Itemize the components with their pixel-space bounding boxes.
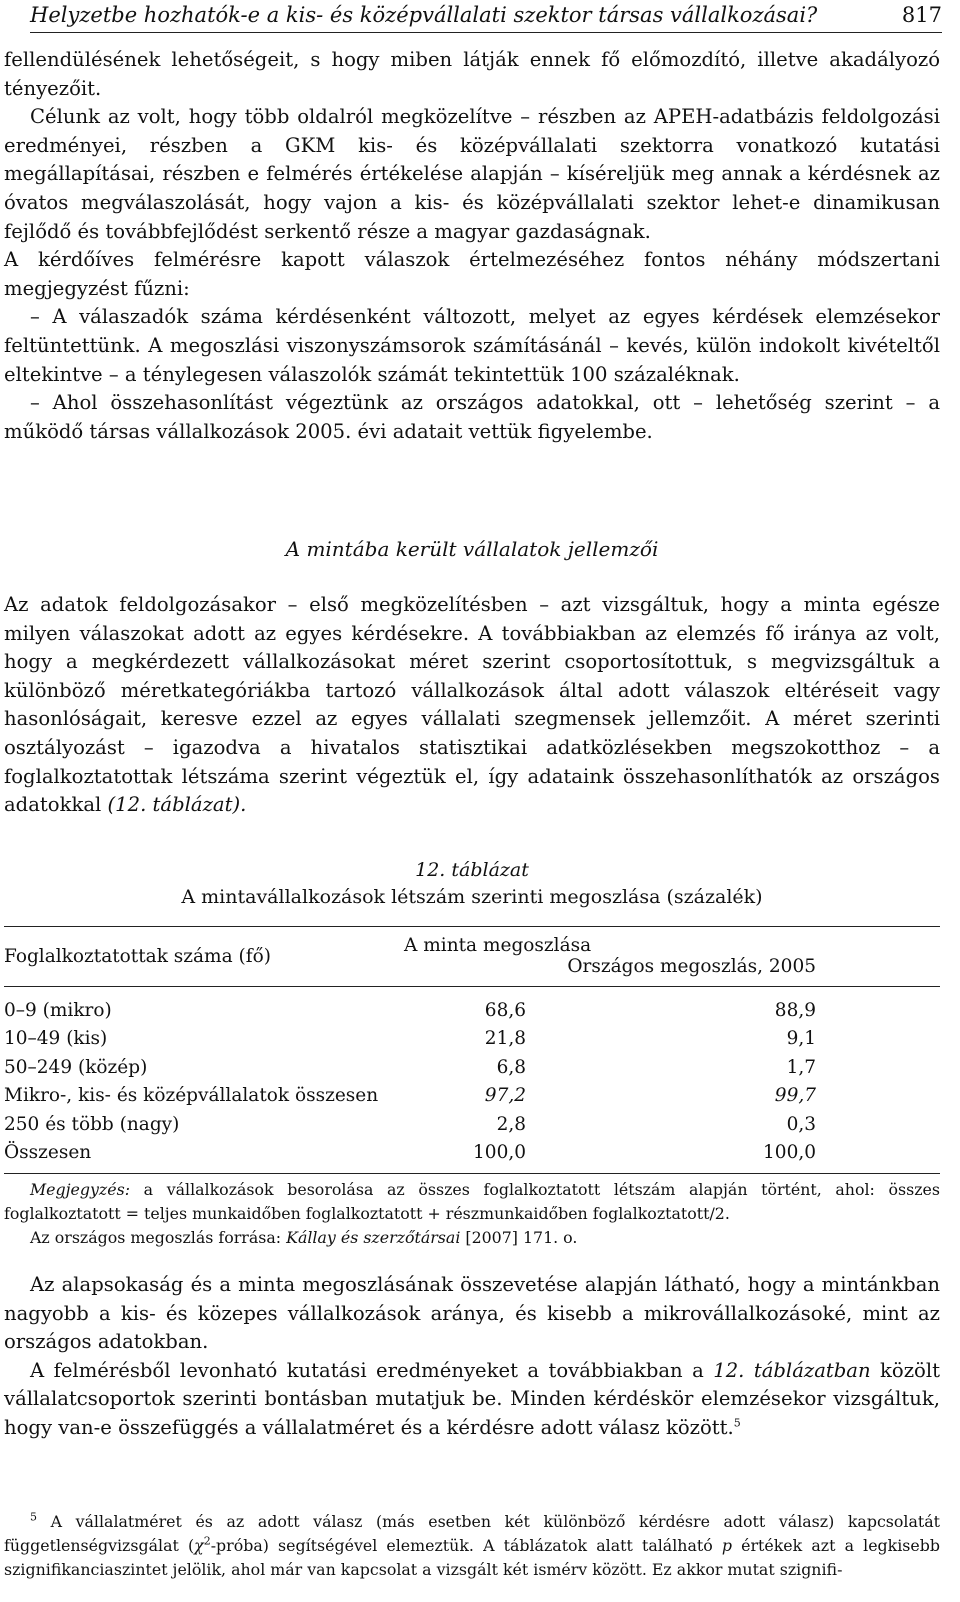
- row-national: 88,9: [774, 1000, 816, 1021]
- row-label: Mikro-, kis- és középvállalatok összesen: [4, 1085, 379, 1107]
- p-variable: p: [721, 1535, 732, 1555]
- column-header-size: Foglalkoztatottak száma (fő): [4, 927, 404, 987]
- source-suffix: [2007] 171. o.: [465, 1228, 578, 1247]
- section-title: A mintába került vállalatok jellemzői: [285, 537, 659, 561]
- row-label: 10–49 (kis): [4, 1028, 108, 1050]
- after-paragraph-2: A felmérésből levonható kutatási eredményeket a továbbiakban a 12. táblázatban közölt vállalatcsoportok szerinti bontásban mutatjuk be. Minden kérdéskör elemzésekor vizsgáltuk, hogy van-e összefüggés a vállalatméret és a kérdésre adott válasz között.$^5$: [4, 1358, 940, 1439]
- table-notes: [4, 1178, 940, 1250]
- intro-paragraph-4: – A válaszadók száma kérdésenként változott, melyet az egyes kérdések elemzésekor feltüntettünk. A megoszlási viszonyszámsorok számításánál – kevés, külön indokolt kivételtől eltekintve – a ténylegesen válaszolók számát tekintettük 100 százaléknak.: [4, 305, 940, 386]
- section-paragraph-main: Az adatok feldolgozásakor – első megközelítésben – azt vizsgáltuk, hogy a minta egésze milyen válaszokat adott az egyes kérdésekre. A továbbiakban az elemzés fő iránya az volt, hogy a megkérdezett vállalkozásokat méret szerint csoportosítottuk, s megvizsgáltuk a különböző méretkategóriákba tartozó vállalkozások által adott válaszok eltéréseit vagy hasonlóságait, keresve ezzel az egyes vállalati szegmensek jellemzőit. A méret szerinti osztályozást – igazodva a hivatalos statisztikai adatközlésekben megszokotthoz – a foglalkoztatottak létszáma szerint végeztük el, így adataink összehasonlíthatók az országos adatokkal: [4, 593, 940, 817]
- row-sample: 68,6: [484, 1000, 526, 1021]
- column-header-sample: A minta megoszlása Országos megoszlás, 2005: [404, 927, 816, 987]
- running-title: Helyzetbe hozhatók-e a kis- és középvállalati szektor társas vállalkozásai?: [30, 3, 818, 27]
- after-text: [4, 1271, 940, 1443]
- row-sample: 100,0: [404, 1139, 526, 1174]
- row-label: Összesen: [4, 1139, 404, 1174]
- row-sample: 21,8: [484, 1028, 526, 1050]
- intro-paragraph-2: Célunk az volt, hogy több oldalról megközelítve – részben az APEH-adatbázis feldolgozási eredményei, részben a GKM kis- és középvállalati szektorra vonatkozó kutatási megállapításai, részben e felmérés értékelése alapján – kíséreljük meg annak a kérdésnek az óvatos megválaszolását, hogy vajon a kis- és középvállalati szektor lehet-e dinamikusan fejlődő és továbbfejlődést serkentő része a magyar gazdaságnak.: [4, 105, 940, 243]
- row-label: 50–249 (közép): [4, 1056, 148, 1078]
- column-header-national: Országos megoszlás, 2005: [567, 956, 816, 977]
- footnote-number: 5: [30, 1510, 37, 1524]
- chi-symbol: χ: [194, 1535, 204, 1555]
- intro-text: [4, 46, 940, 446]
- row-national: 9,1: [786, 1028, 816, 1050]
- table-row: [4, 1082, 940, 1110]
- table-reference: (12. táblázat).: [107, 793, 247, 817]
- table-number: [4, 859, 940, 881]
- section-text: [4, 591, 940, 820]
- intro-paragraph-3: A kérdőíves felmérésre kapott válaszok értelmezéséhez fontos néhány módszertani megjegyzést fűzni:: [4, 248, 940, 300]
- footnote-mark: 5: [733, 1416, 741, 1430]
- table-source: [4, 1226, 940, 1250]
- section-paragraph: [4, 591, 940, 820]
- after-paragraph-1: Az alapsokaság és a minta megoszlásának összevetése alapján látható, hogy a mintánkban nagyobb a kis- és közepes vállalkozások aránya, és kisebb a mikrovállalkozásoké, mint az országos adatokban.: [4, 1273, 940, 1354]
- intro-paragraph-5: – Ahol összehasonlítást végeztünk az országos adatokkal, ott – lehetőség szerint – a működő társas vállalkozások 2005. évi adatait vettük figyelembe.: [4, 391, 940, 443]
- table-row: [4, 1054, 940, 1082]
- table-row: [4, 1111, 940, 1139]
- table-header-row: [4, 927, 940, 987]
- table-row: [4, 987, 940, 1026]
- table-row: [4, 1139, 940, 1174]
- table-note: [4, 1178, 940, 1226]
- row-national: 0,3: [786, 1113, 816, 1135]
- distribution-table: [4, 926, 940, 1174]
- row-sample: 2,8: [496, 1113, 526, 1135]
- table-number-label: 12. táblázat: [415, 859, 529, 881]
- note-text: a vállalkozások besorolása az összes foglalkoztatott létszám alapján történt, ahol: összes foglalkoztatott = teljes munkaidőben foglalkoztatott + részmunkaidőben foglalkoztatott/2.: [4, 1180, 940, 1223]
- row-label: 0–9 (mikro): [4, 1000, 112, 1021]
- row-label: 250 és több (nagy): [4, 1113, 180, 1135]
- table-title: A mintavállalkozások létszám szerinti megoszlása (százalék): [181, 886, 763, 908]
- source-authors: Kállay és szerzőtársai: [286, 1228, 461, 1247]
- row-sample: 6,8: [496, 1056, 526, 1078]
- note-label: Megjegyzés:: [30, 1180, 131, 1199]
- row-national: 100,0: [526, 1139, 816, 1174]
- page-number: 817: [901, 3, 942, 27]
- intro-paragraph-1: fellendülésének lehetőségeit, s hogy miben látják ennek fő előmozdító, illetve akadályozó tényezőit.: [4, 48, 940, 100]
- table-reference-2: 12. táblázatban: [713, 1358, 871, 1382]
- footnote: [4, 1494, 940, 1598]
- row-sample: 97,2: [484, 1085, 526, 1107]
- table-row: [4, 1025, 940, 1053]
- footnote-text: $^5$ A vállalatméret és az adott válasz (más esetben két különböző kérdésre adott válasz) kapcsolatát függetlenségvizsgálat $(\chi^2-próba)$ segítségével elemeztük. A táblázatok alatt található p értékek azt a legkisebb szignifikanciaszintet jelölik, ahol már van kapcsolat a vizsgált két ismérv között. Ez akkor mutat szignifi-: [4, 1510, 940, 1579]
- row-national: 1,7: [786, 1056, 816, 1078]
- source-prefix: Az országos megoszlás forrása:: [30, 1228, 282, 1247]
- running-header: [30, 2, 942, 33]
- row-national: 99,7: [774, 1085, 816, 1107]
